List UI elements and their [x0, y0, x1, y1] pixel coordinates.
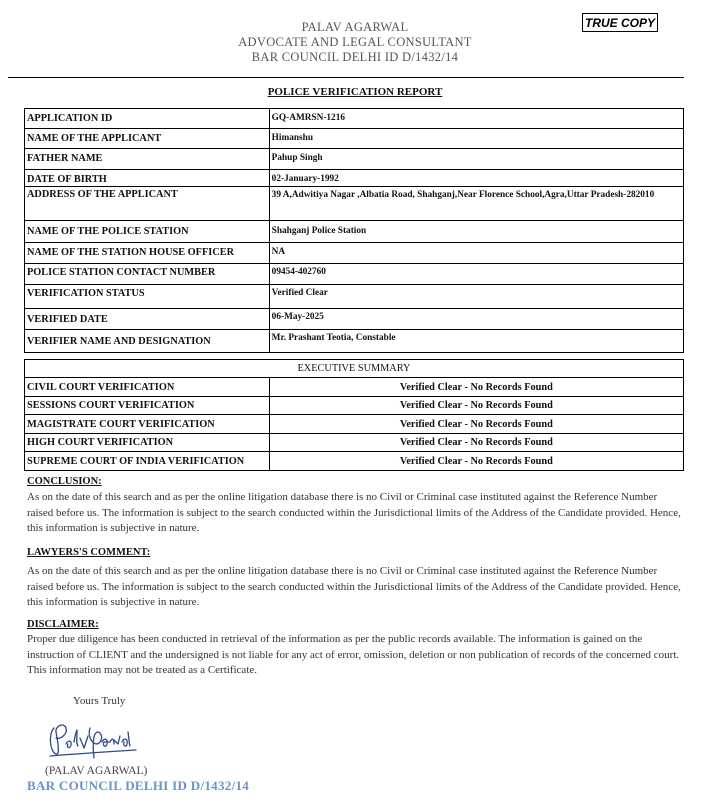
conclusion-heading: CONCLUSION:: [27, 476, 102, 487]
summary-value-civil: Verified Clear - No Records Found: [269, 378, 683, 397]
row-label-verifier: VERIFIER NAME AND DESIGNATION: [25, 330, 270, 353]
table-row: [25, 360, 684, 378]
table-row: [25, 378, 684, 397]
row-label-dob: DATE OF BIRTH: [25, 170, 270, 187]
summary-label-sessions: SESSIONS COURT VERIFICATION: [25, 397, 270, 415]
table-row: [25, 415, 684, 434]
row-value-verified-date: 06-May-2025: [269, 309, 683, 330]
header-divider: [8, 77, 684, 78]
summary-value-magistrate: Verified Clear - No Records Found: [269, 415, 683, 434]
row-value-application-id: GQ-AMRSN-1216: [269, 109, 683, 129]
row-value-sho: NA: [269, 243, 683, 264]
row-label-application-id: APPLICATION ID: [25, 109, 270, 129]
lawyers-comment-text: As on the date of this search and as per the online litigation database there is no Civil or Criminal case instituted against the Reference Number raised before us. The information is subject to the search conducted within the Jurisdictional limits of the Address of the Candidate provided. Hence, this information is subjective in nature.: [27, 565, 681, 608]
conclusion-text: As on the date of this search and as per the online litigation database there is no Civil or Criminal case instituted against the Reference Number raised before us. The information is subject to the search conducted within the Jurisdictional limits of the Address of the Candidate provided. Hence, this information is subjective in nature.: [27, 491, 681, 534]
summary-value-sessions: Verified Clear - No Records Found: [269, 397, 683, 415]
table-row: [25, 221, 684, 243]
table-row: [25, 243, 684, 264]
signatory-bar-id: BAR COUNCIL DELHI ID D/1432/14: [27, 778, 250, 793]
summary-label-magistrate: MAGISTRATE COURT VERIFICATION: [25, 415, 270, 434]
row-label-police-station: NAME OF THE POLICE STATION: [25, 221, 270, 243]
summary-value-supreme-court: Verified Clear - No Records Found: [269, 452, 683, 471]
row-label-father-name: FATHER NAME: [25, 149, 270, 170]
row-value-applicant-name: Himanshu: [269, 129, 683, 149]
table-row: [25, 264, 684, 285]
row-label-applicant-name: NAME OF THE APPLICANT: [25, 129, 270, 149]
row-value-contact: 09454-402760: [269, 264, 683, 285]
summary-label-supreme-court: SUPREME COURT OF INDIA VERIFICATION: [25, 452, 270, 471]
table-row: [25, 330, 684, 353]
row-label-status: VERIFICATION STATUS: [25, 285, 270, 309]
table-row: [25, 452, 684, 471]
row-label-sho: NAME OF THE STATION HOUSE OFFICER: [25, 243, 270, 264]
lawyer-title: ADVOCATE AND LEGAL CONSULTANT: [238, 35, 472, 49]
table-row: [25, 187, 684, 221]
table-row: [25, 129, 684, 149]
lawyer-bar-id: BAR COUNCIL DELHI ID D/1432/14: [251, 50, 459, 64]
disclaimer-heading: DISCLAIMER:: [27, 619, 99, 630]
summary-label-civil: CIVIL COURT VERIFICATION: [25, 378, 270, 397]
row-value-verifier: Mr. Prashant Teotia, Constable: [269, 330, 683, 353]
row-value-address: 39 A,Adwitiya Nagar ,Albatia Road, Shahganj,Near Florence School,Agra,Uttar Pradesh-282010: [269, 187, 683, 221]
lawyer-name: PALAV AGARWAL: [301, 20, 409, 34]
lawyers-comment-heading: LAWYERS'S COMMENT:: [27, 547, 151, 558]
summary-value-high-court: Verified Clear - No Records Found: [269, 434, 683, 452]
signature-image: [44, 714, 144, 767]
closing-text: Yours Truly: [73, 695, 126, 707]
table-row: [25, 309, 684, 330]
row-label-address: ADDRESS OF THE APPLICANT: [25, 187, 270, 221]
row-label-contact: POLICE STATION CONTACT NUMBER: [25, 264, 270, 285]
table-row: [25, 397, 684, 415]
applicant-info-table: [24, 108, 684, 353]
disclaimer-text: Proper due diligence has been conducted in retrieval of the information as per the public records available. The information is gained on the instruction of CLIENT and the undersigned is not liable for any act of error, omission, deletion or non publication of records of the concerned court. This information may not be treated as a Certificate.: [27, 633, 680, 676]
table-row: [25, 149, 684, 170]
executive-summary-heading: EXECUTIVE SUMMARY: [25, 360, 684, 378]
row-value-police-station: Shahganj Police Station: [269, 221, 683, 243]
table-row: [25, 109, 684, 129]
table-row: [25, 170, 684, 187]
summary-label-high-court: HIGH COURT VERIFICATION: [25, 434, 270, 452]
row-value-status: Verified Clear: [269, 285, 683, 309]
true-copy-stamp: TRUE COPY: [582, 13, 658, 32]
report-title: POLICE VERIFICATION REPORT: [267, 86, 443, 98]
executive-summary-table: [24, 359, 684, 471]
row-value-dob: 02-January-1992: [269, 170, 683, 187]
row-value-father-name: Pahup Singh: [269, 149, 683, 170]
table-row: [25, 285, 684, 309]
table-row: [25, 434, 684, 452]
signatory-name: (PALAV AGARWAL): [45, 765, 148, 777]
row-label-verified-date: VERIFIED DATE: [25, 309, 270, 330]
